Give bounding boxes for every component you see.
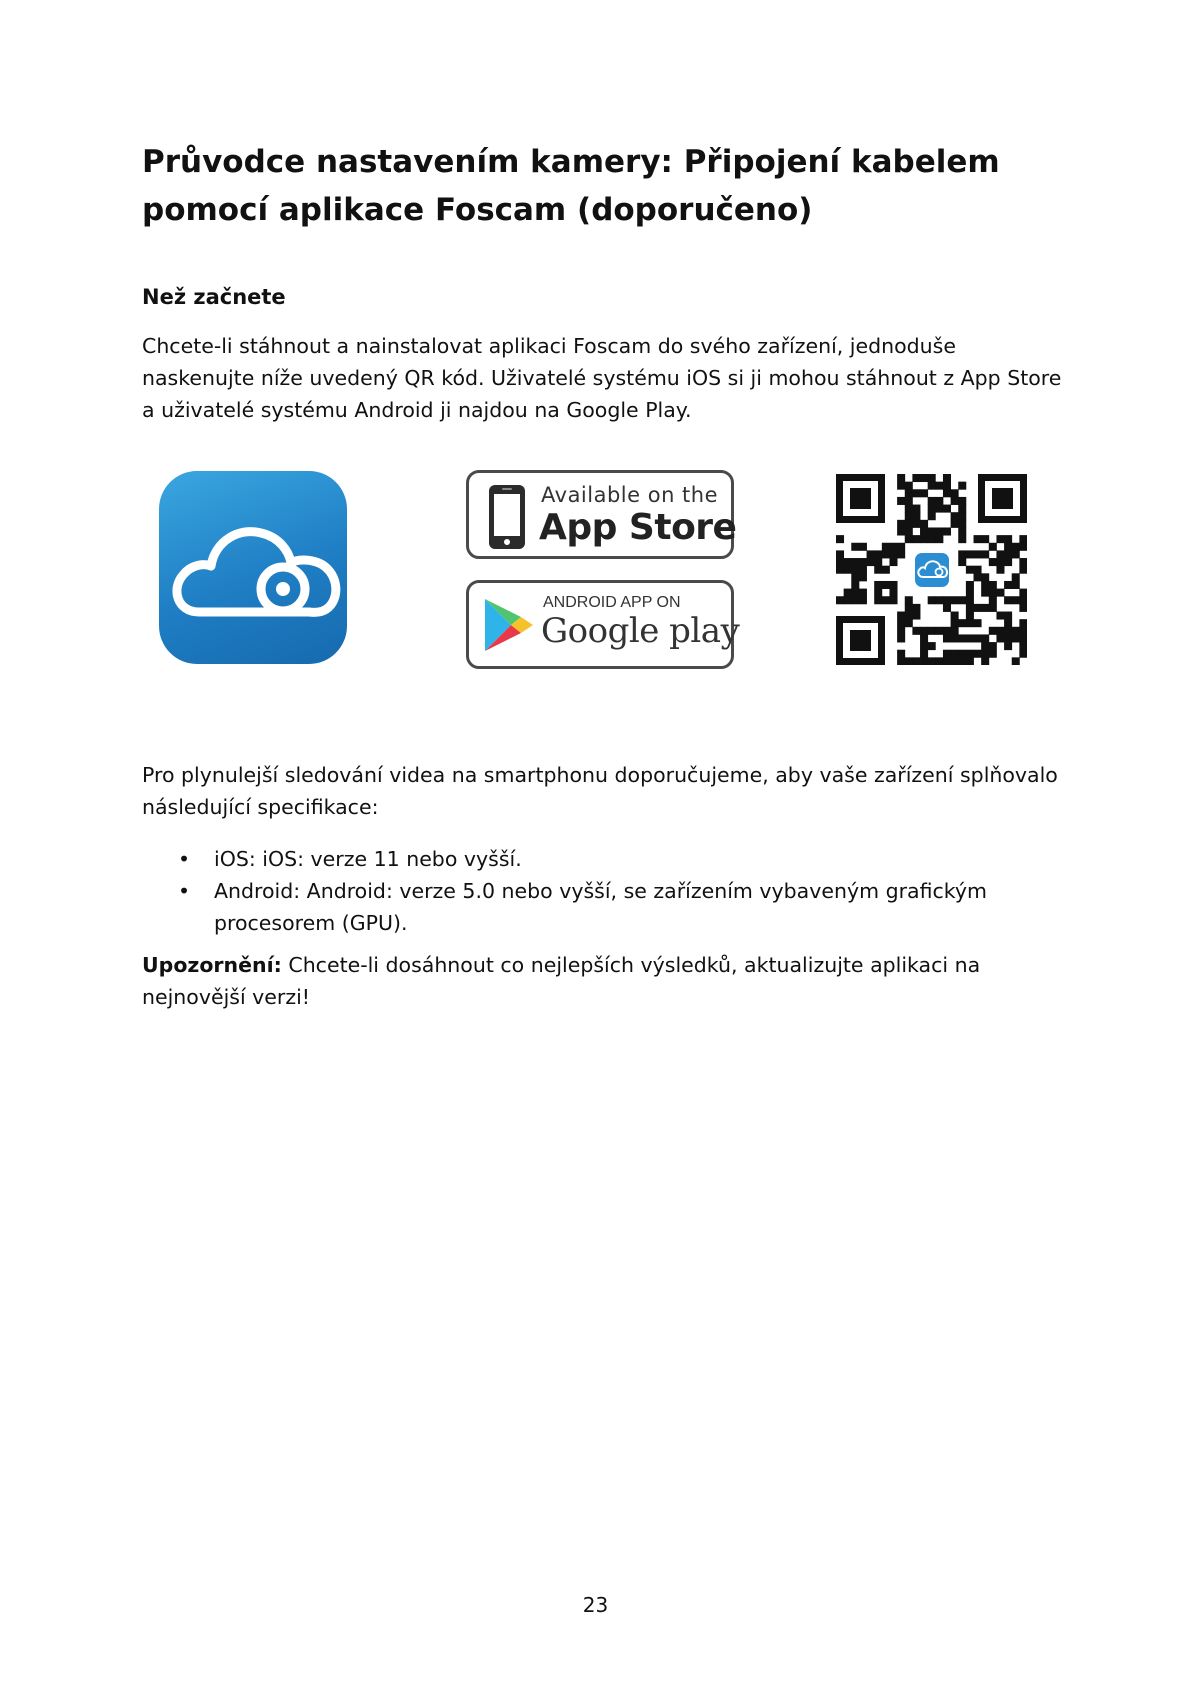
google-play-icon — [479, 595, 537, 655]
qr-module — [958, 535, 966, 543]
qr-module — [897, 634, 905, 642]
page-number: 23 — [582, 1593, 609, 1617]
qr-module — [882, 566, 890, 574]
qr-module — [951, 596, 959, 604]
foscam-app-icon — [159, 471, 347, 664]
qr-module — [951, 634, 959, 642]
qr-module — [1012, 657, 1020, 665]
qr-module — [935, 497, 943, 505]
qr-module — [874, 558, 882, 566]
qr-module — [912, 512, 920, 520]
qr-module — [958, 527, 966, 535]
qr-module — [1012, 581, 1020, 589]
qr-module — [935, 657, 943, 665]
qr-module — [996, 634, 1004, 642]
qr-module — [966, 619, 974, 627]
qr-module — [905, 505, 913, 513]
qr-module — [851, 589, 859, 597]
qr-module — [966, 596, 974, 604]
bullet-marker: • — [178, 879, 191, 903]
qr-module — [928, 474, 936, 482]
qr-module — [1004, 535, 1012, 543]
qr-module — [958, 657, 966, 665]
qr-module — [966, 612, 974, 620]
qr-module — [859, 573, 867, 581]
qr-module — [966, 550, 974, 558]
app-store-small-text: Available on the — [541, 483, 719, 507]
qr-module — [996, 550, 1004, 558]
qr-module — [882, 596, 890, 604]
qr-module — [958, 596, 966, 604]
qr-module — [958, 482, 966, 490]
qr-module — [974, 650, 982, 658]
qr-module — [928, 512, 936, 520]
qr-module — [844, 589, 852, 597]
qr-module — [974, 566, 982, 574]
qr-module — [974, 573, 982, 581]
app-store-badge[interactable] — [466, 470, 737, 559]
qr-module — [1019, 543, 1027, 551]
qr-module — [836, 558, 844, 566]
qr-module — [989, 581, 997, 589]
qr-module — [836, 596, 844, 604]
qr-module — [905, 596, 913, 604]
qr-module — [966, 566, 974, 574]
qr-module — [897, 619, 905, 627]
qr-module — [897, 612, 905, 620]
qr-module — [882, 543, 890, 551]
qr-module — [920, 474, 928, 482]
qr-module — [1004, 612, 1012, 620]
qr-module — [935, 527, 943, 535]
note-label: Upozornění: — [142, 953, 282, 977]
qr-module — [928, 642, 936, 650]
page-title: Průvodce nastavením kamery: Připojení kabelem pomocí aplikace Foscam (doporučeno) — [142, 144, 1000, 228]
spec-list — [142, 843, 1062, 939]
qr-module — [928, 482, 936, 490]
qr-module — [951, 489, 959, 497]
qr-module — [920, 657, 928, 665]
qr-module — [1004, 642, 1012, 650]
qr-module — [912, 505, 920, 513]
qr-module — [981, 589, 989, 597]
qr-module — [859, 558, 867, 566]
qr-module — [996, 589, 1004, 597]
qr-module — [928, 535, 936, 543]
qr-module — [958, 550, 966, 558]
qr-module — [951, 650, 959, 658]
qr-module — [874, 550, 882, 558]
qr-module — [989, 589, 997, 597]
qr-module — [928, 527, 936, 535]
qr-module — [836, 535, 844, 543]
qr-module — [996, 535, 1004, 543]
qr-module — [836, 566, 844, 574]
qr-module — [951, 612, 959, 620]
qr-module — [1012, 550, 1020, 558]
qr-module — [943, 604, 951, 612]
qr-module — [851, 596, 859, 604]
qr-module — [981, 573, 989, 581]
spec-paragraph: Pro plynulejší sledování videa na smartphonu doporučujeme, aby vaše zařízení splňovalo následující specifikace: — [142, 763, 1058, 819]
qr-module — [905, 497, 913, 505]
qr-module — [1012, 596, 1020, 604]
qr-module — [912, 657, 920, 665]
qr-module — [935, 535, 943, 543]
qr-module — [874, 581, 882, 589]
qr-module — [966, 581, 974, 589]
qr-module — [844, 558, 852, 566]
qr-module — [974, 619, 982, 627]
qr-module — [951, 520, 959, 528]
qr-module — [912, 535, 920, 543]
qr-module — [1004, 550, 1012, 558]
qr-module — [935, 596, 943, 604]
qr-module — [981, 642, 989, 650]
qr-module — [851, 573, 859, 581]
qr-module — [920, 634, 928, 642]
qr-module — [897, 527, 905, 535]
qr-module — [989, 596, 997, 604]
qr-module — [951, 627, 959, 635]
qr-module — [1019, 619, 1027, 627]
qr-module — [897, 550, 905, 558]
qr-module — [889, 589, 897, 597]
qr-module — [882, 581, 890, 589]
qr-module — [943, 505, 951, 513]
qr-module — [912, 612, 920, 620]
phone-icon — [487, 483, 527, 551]
qr-module — [951, 512, 959, 520]
qr-module — [1012, 634, 1020, 642]
intro-paragraph: Chcete-li stáhnout a nainstalovat aplikaci Foscam do svého zařízení, jednoduše naskenujte níže uvedený QR kód. Uživatelé systému iOS si ji mohou stáhnout z App Store a uživatelé systému Android ji najdou na Google Play. — [142, 334, 1062, 422]
qr-module — [874, 589, 882, 597]
qr-module — [943, 650, 951, 658]
bullet-text-ios: iOS: iOS: verze 11 nebo vyšší. — [214, 847, 522, 871]
qr-module — [1004, 596, 1012, 604]
qr-module — [958, 520, 966, 528]
qr-module — [951, 619, 959, 627]
qr-module — [889, 558, 897, 566]
qr-module — [935, 505, 943, 513]
qr-module — [974, 550, 982, 558]
qr-module — [897, 627, 905, 635]
qr-module — [996, 566, 1004, 574]
qr-module — [928, 497, 936, 505]
qr-module — [943, 634, 951, 642]
qr-module — [958, 619, 966, 627]
qr-module — [905, 489, 913, 497]
qr-module — [989, 543, 997, 551]
qr-module — [905, 512, 913, 520]
qr-module — [981, 657, 989, 665]
qr-module — [1019, 596, 1027, 604]
qr-module — [912, 604, 920, 612]
qr-module — [989, 604, 997, 612]
qr-module — [981, 650, 989, 658]
qr-module — [897, 543, 905, 551]
qr-module — [844, 566, 852, 574]
qr-module — [928, 657, 936, 665]
qr-module — [935, 482, 943, 490]
qr-module — [920, 650, 928, 658]
google-play-small-text: ANDROID APP ON — [543, 594, 681, 611]
qr-module — [958, 512, 966, 520]
qr-module — [920, 642, 928, 650]
qr-module — [920, 627, 928, 635]
qr-module — [1012, 627, 1020, 635]
qr-module — [989, 558, 997, 566]
qr-module — [943, 482, 951, 490]
qr-module — [974, 535, 982, 543]
qr-module — [912, 489, 920, 497]
qr-module — [920, 535, 928, 543]
qr-module — [951, 497, 959, 505]
qr-module — [905, 657, 913, 665]
qr-module — [836, 550, 844, 558]
qr-module — [1019, 535, 1027, 543]
qr-module — [1004, 627, 1012, 635]
qr-module — [844, 596, 852, 604]
qr-module — [966, 657, 974, 665]
qr-module — [981, 581, 989, 589]
app-store-big-text: App Store — [539, 507, 737, 548]
google-play-badge[interactable] — [466, 580, 740, 669]
qr-module — [912, 520, 920, 528]
qr-module — [928, 627, 936, 635]
qr-module — [943, 489, 951, 497]
qr-module — [1019, 558, 1027, 566]
qr-module — [1019, 589, 1027, 597]
qr-module — [897, 497, 905, 505]
qr-module — [897, 520, 905, 528]
qr-module — [859, 543, 867, 551]
qr-module — [943, 657, 951, 665]
qr-module — [867, 550, 875, 558]
qr-module — [943, 527, 951, 535]
qr-module — [874, 566, 882, 574]
qr-module — [1004, 558, 1012, 566]
google-play-big-text: Google play — [541, 611, 740, 651]
note-text: Chcete-li dosáhnout co nejlepších výsledků, aktualizujte aplikaci na nejnovější verzi! — [142, 953, 981, 1009]
qr-module — [920, 489, 928, 497]
qr-module — [996, 627, 1004, 635]
qr-module — [1012, 543, 1020, 551]
qr-module — [1004, 581, 1012, 589]
qr-module — [889, 543, 897, 551]
qr-module — [889, 581, 897, 589]
qr-module — [958, 650, 966, 658]
qr-module — [981, 550, 989, 558]
qr-module — [920, 520, 928, 528]
qr-module — [943, 474, 951, 482]
list-item — [142, 875, 1062, 939]
qr-module — [920, 527, 928, 535]
qr-module — [981, 634, 989, 642]
qr-module — [958, 634, 966, 642]
list-item — [142, 843, 1062, 875]
qr-module — [905, 482, 913, 490]
qr-module — [1004, 543, 1012, 551]
qr-module — [1019, 642, 1027, 650]
qr-module — [912, 627, 920, 635]
qr-module — [905, 520, 913, 528]
qr-module — [851, 581, 859, 589]
section-heading: Než začnete — [142, 285, 286, 309]
qr-module — [859, 596, 867, 604]
qr-module — [966, 650, 974, 658]
qr-module — [874, 596, 882, 604]
qr-module — [958, 558, 966, 566]
qr-module — [912, 474, 920, 482]
qr-module — [889, 550, 897, 558]
qr-module — [889, 596, 897, 604]
qr-module — [1019, 650, 1027, 658]
qr-module — [859, 566, 867, 574]
qr-module — [958, 497, 966, 505]
qr-module — [905, 619, 913, 627]
qr-module — [905, 612, 913, 620]
qr-module — [981, 535, 989, 543]
qr-module — [958, 505, 966, 513]
note-paragraph — [142, 949, 1062, 1013]
qr-module — [859, 589, 867, 597]
qr-module — [1019, 634, 1027, 642]
qr-module — [851, 558, 859, 566]
qr-module — [943, 627, 951, 635]
qr-module — [981, 604, 989, 612]
qr-module — [905, 535, 913, 543]
qr-module — [897, 474, 905, 482]
qr-module — [867, 558, 875, 566]
qr-module — [1019, 566, 1027, 574]
bullet-marker: • — [178, 847, 191, 871]
qr-module — [897, 650, 905, 658]
qr-module — [996, 558, 1004, 566]
qr-module — [897, 657, 905, 665]
qr-module — [851, 566, 859, 574]
qr-module — [989, 627, 997, 635]
bullet-text-android: Android: Android: verze 5.0 nebo vyšší, se zařízením vybaveným grafickým procesorem (GPU). — [214, 879, 987, 935]
qr-module — [974, 604, 982, 612]
qr-module — [1012, 573, 1020, 581]
qr-module — [966, 589, 974, 597]
qr-module — [989, 642, 997, 650]
qr-module — [882, 550, 890, 558]
qr-module — [966, 604, 974, 612]
qr-module — [897, 482, 905, 490]
qr-module — [1004, 634, 1012, 642]
qr-module — [1019, 604, 1027, 612]
qr-module — [928, 596, 936, 604]
qr-module — [905, 527, 913, 535]
qr-module — [1019, 627, 1027, 635]
qr-module — [966, 634, 974, 642]
qr-module — [935, 627, 943, 635]
qr-module — [951, 657, 959, 665]
qr-module — [943, 596, 951, 604]
qr-module — [905, 604, 913, 612]
qr-module — [851, 543, 859, 551]
qr-module — [1004, 619, 1012, 627]
qr-module — [928, 505, 936, 513]
qr-module — [996, 612, 1004, 620]
qr-module — [989, 650, 997, 658]
qr-module — [974, 634, 982, 642]
qr-code — [836, 474, 1027, 665]
